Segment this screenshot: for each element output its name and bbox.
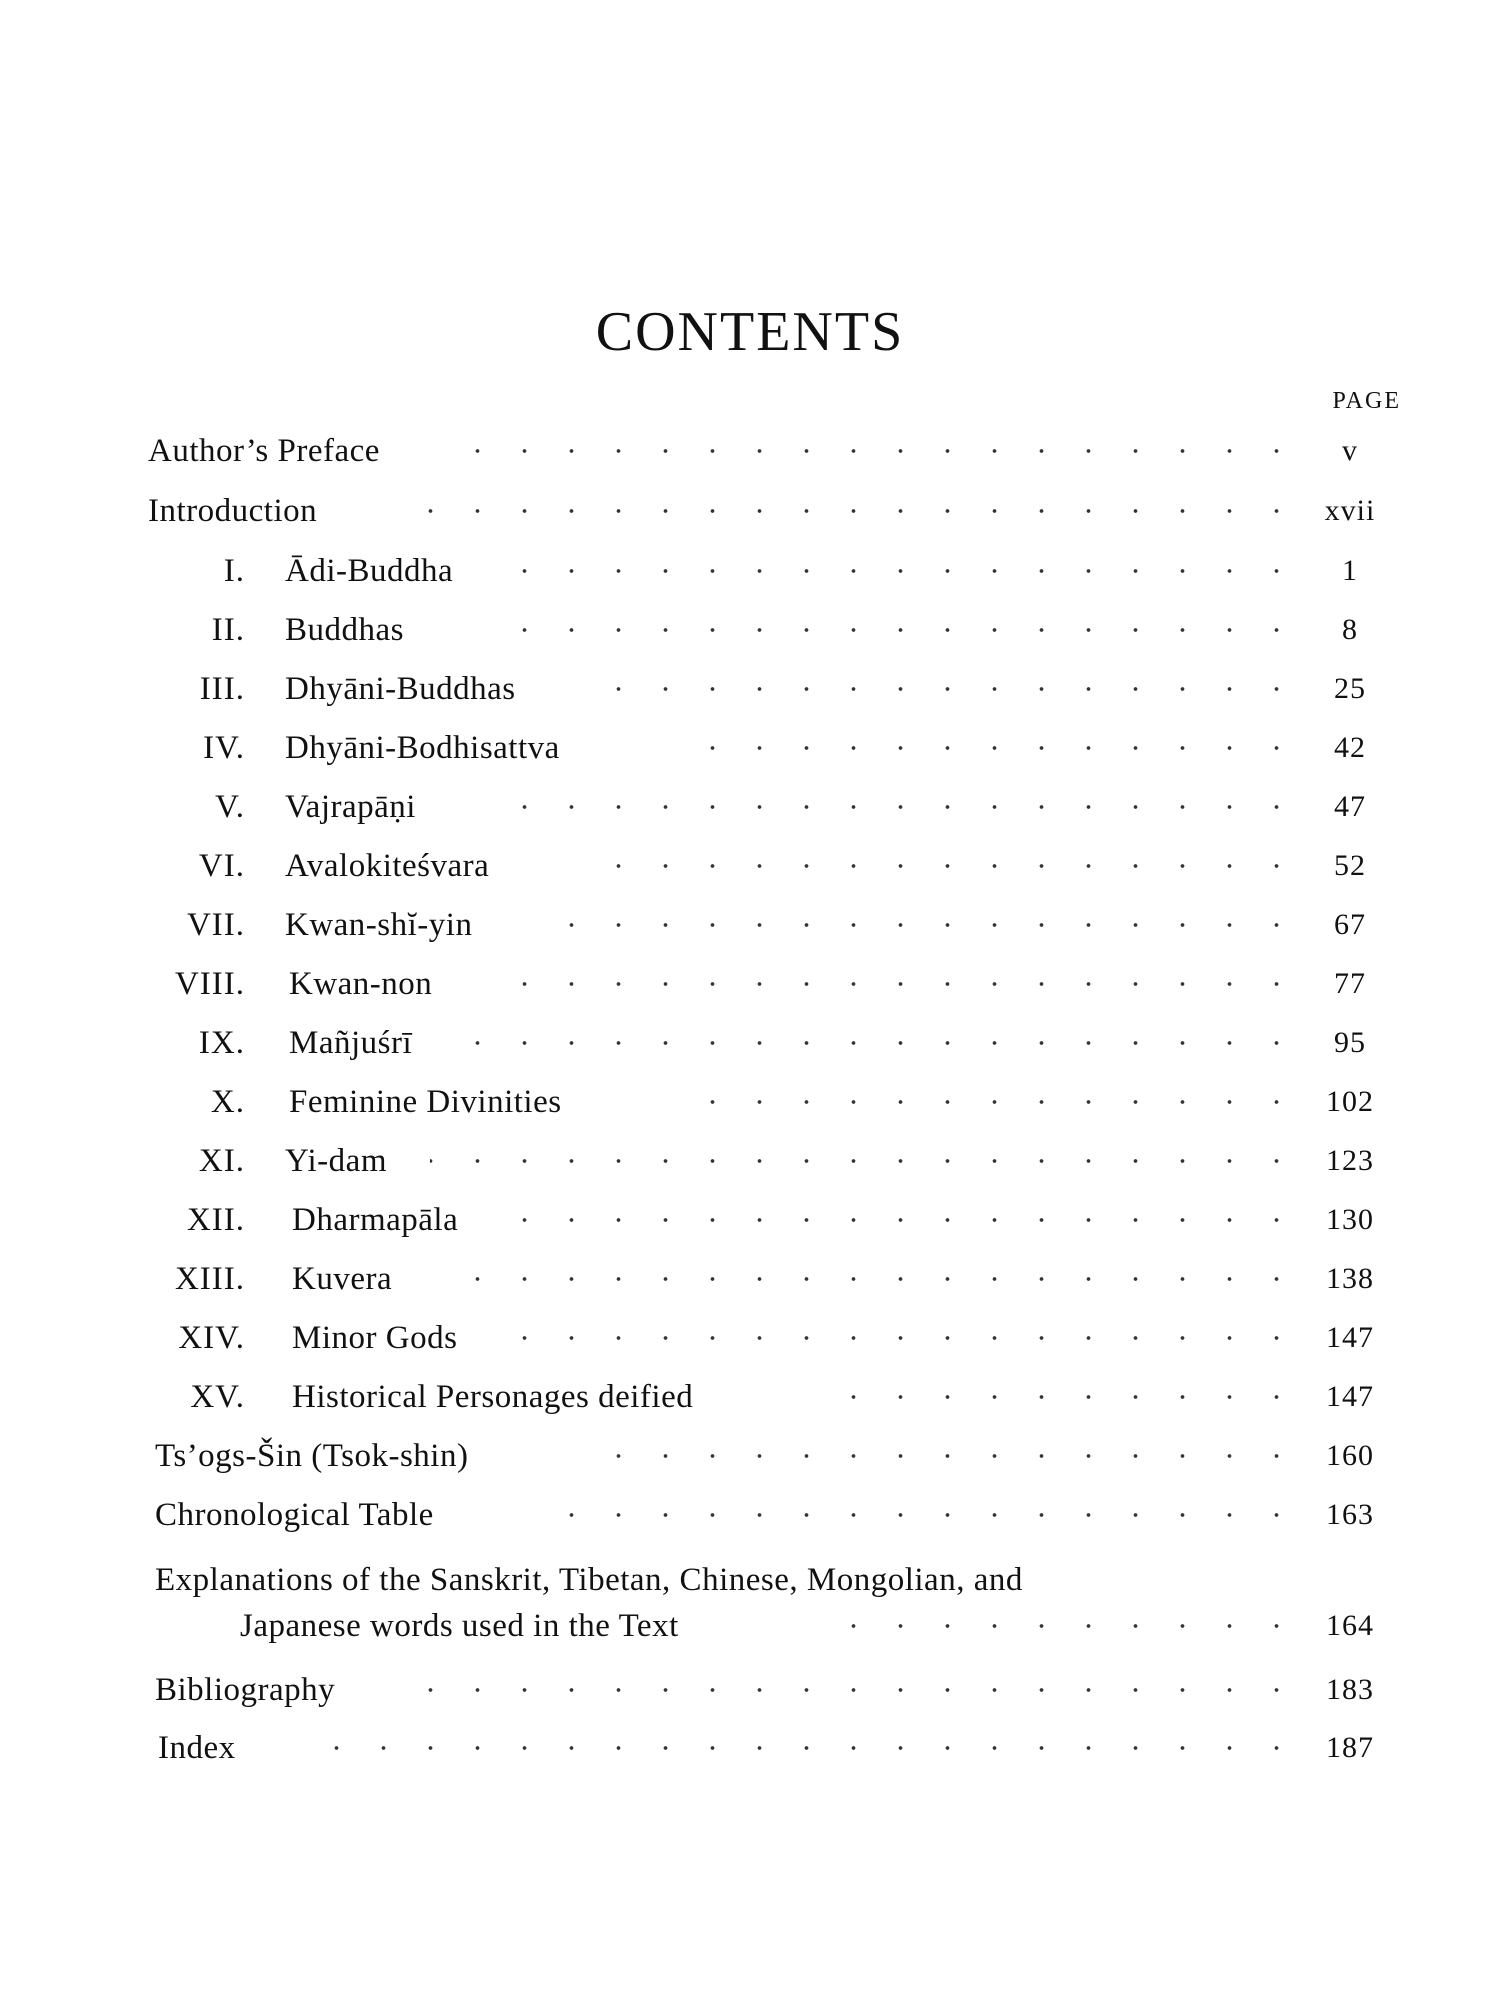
dot-leader <box>510 546 1300 596</box>
toc-entry <box>0 426 1500 476</box>
toc-entry-number: IX. <box>198 1025 245 1061</box>
toc-entry-page: 52 <box>1334 849 1366 882</box>
toc-entry-number: XV. <box>190 1379 245 1415</box>
toc-entry <box>0 1555 1500 1605</box>
toc-entry <box>0 1077 1500 1127</box>
toc-entry-number: XIV. <box>178 1320 245 1356</box>
toc-entry-title: Index <box>158 1730 236 1766</box>
toc-entry-number: V. <box>215 789 245 825</box>
toc-entry-number: XIII. <box>174 1261 245 1297</box>
toc-entry-page: 25 <box>1334 672 1366 705</box>
toc-entry-page: 67 <box>1334 908 1366 941</box>
toc-entry-number: IV. <box>203 730 245 766</box>
toc-entry-page: 102 <box>1326 1085 1374 1118</box>
toc-entry <box>0 723 1500 773</box>
toc-entry-title-line2: Japanese words used in the Text <box>240 1608 679 1644</box>
toc-entry <box>0 546 1500 596</box>
toc-entry-title: Ādi-Buddha <box>285 553 454 589</box>
toc-entry <box>0 1665 1500 1715</box>
toc-entry-title: Explanations of the Sanskrit, Tibetan, Chinese, Mongolian, and <box>155 1562 1023 1598</box>
dot-leader <box>595 664 1300 714</box>
toc-entry <box>0 1018 1500 1068</box>
dot-leader <box>430 1136 1300 1186</box>
toc-entry <box>0 1431 1500 1481</box>
dot-leader <box>505 959 1300 1009</box>
toc-entry-page: 187 <box>1326 1731 1374 1764</box>
toc-entry <box>0 1136 1500 1186</box>
toc-entry-page: 42 <box>1334 731 1366 764</box>
dot-leader <box>520 1313 1300 1363</box>
dot-leader <box>560 900 1300 950</box>
toc-entry-title: Kuvera <box>292 1261 393 1297</box>
toc-entry-title: Minor Gods <box>292 1320 458 1356</box>
toc-entry <box>0 605 1500 655</box>
toc-entry-title: Introduction <box>148 493 318 529</box>
toc-entry-number: VI. <box>198 848 245 884</box>
toc-entry-title: Dharmapāla <box>292 1202 459 1238</box>
toc-entry-title: Yi-dam <box>285 1143 387 1179</box>
toc-entry <box>0 782 1500 832</box>
toc-entry-title: Kwan-shĭ-yin <box>285 907 473 943</box>
toc-entry <box>0 841 1500 891</box>
toc-entry-title: Dhyāni-Bodhisattva <box>285 730 560 766</box>
toc-entry-page: 1 <box>1342 554 1358 587</box>
toc-entry <box>0 664 1500 714</box>
toc-entry-title: Chronological Table <box>155 1497 434 1533</box>
toc-entry-page: 160 <box>1326 1439 1374 1472</box>
toc-entry-title: Dhyāni-Buddhas <box>285 671 516 707</box>
toc-entry-number: XII. <box>186 1202 245 1238</box>
toc-entry-page: 47 <box>1334 790 1366 823</box>
dot-leader <box>590 1431 1300 1481</box>
toc-entry-title: Feminine Divinities <box>289 1084 562 1120</box>
toc-entry <box>0 1723 1500 1773</box>
toc-entry-title: Buddhas <box>285 612 404 648</box>
toc-entry-title: Mañjuśrī <box>289 1025 413 1061</box>
dot-leader <box>690 723 1300 773</box>
toc-entry-title: Author’s Preface <box>148 433 380 469</box>
toc-entry-continuation <box>0 1601 1500 1651</box>
toc-entry-number: X. <box>210 1084 245 1120</box>
toc-entry <box>0 1490 1500 1540</box>
toc-entry <box>0 1254 1500 1304</box>
dot-leader <box>540 1490 1300 1540</box>
toc-entry-title: Avalokiteśvara <box>285 848 490 884</box>
toc-entry-number: III. <box>199 671 245 707</box>
toc-entry-number: I. <box>223 553 245 589</box>
toc-entry <box>0 1195 1500 1245</box>
toc-entry-number: VII. <box>186 907 245 943</box>
page-column-label: PAGE <box>1332 388 1401 414</box>
page-title: CONTENTS <box>595 301 905 363</box>
toc-entry <box>0 486 1500 536</box>
dot-leader <box>840 1601 1300 1651</box>
toc-entry-page: 183 <box>1326 1673 1374 1706</box>
dot-leader <box>510 1195 1300 1245</box>
dot-leader <box>690 1077 1300 1127</box>
toc-entry-page: 130 <box>1326 1203 1374 1236</box>
dot-leader <box>460 426 1300 476</box>
toc-entry-page: 147 <box>1326 1380 1374 1413</box>
toc-entry-page: 95 <box>1334 1026 1366 1059</box>
toc-entry-page: 164 <box>1326 1609 1374 1642</box>
toc-entry <box>0 900 1500 950</box>
dot-leader <box>320 1723 1300 1773</box>
dot-leader <box>830 1372 1300 1422</box>
dot-leader <box>440 1254 1300 1304</box>
toc-entry-page: 8 <box>1342 613 1358 646</box>
dot-leader <box>470 1018 1300 1068</box>
toc-entry-page: 147 <box>1326 1321 1374 1354</box>
toc-entry-title: Kwan-non <box>289 966 433 1002</box>
toc-entry-page: 123 <box>1326 1144 1374 1177</box>
toc-entry-page: xvii <box>1324 494 1376 527</box>
dot-leader <box>410 1665 1300 1715</box>
toc-entry-page: 138 <box>1326 1262 1374 1295</box>
toc-entry-page: v <box>1342 434 1358 467</box>
toc-entry <box>0 1372 1500 1422</box>
toc-entry-number: VIII. <box>174 966 245 1002</box>
toc-entry <box>0 1313 1500 1363</box>
toc-entry-title: Bibliography <box>155 1672 336 1708</box>
dot-leader <box>600 841 1300 891</box>
toc-entry-title: Ts’ogs-Šin (Tsok-shin) <box>155 1438 469 1474</box>
dot-leader <box>490 605 1300 655</box>
toc-entry-page: 163 <box>1326 1498 1374 1531</box>
toc-entry-number: XI. <box>198 1143 245 1179</box>
toc-entry-title: Historical Personages deified <box>292 1379 694 1415</box>
dot-leader <box>510 782 1300 832</box>
toc-entry <box>0 959 1500 1009</box>
toc-entry-title: Vajrapāṇi <box>285 789 416 825</box>
dot-leader <box>410 486 1300 536</box>
toc-entry-page: 77 <box>1334 967 1366 1000</box>
toc-entry-number: II. <box>211 612 245 648</box>
